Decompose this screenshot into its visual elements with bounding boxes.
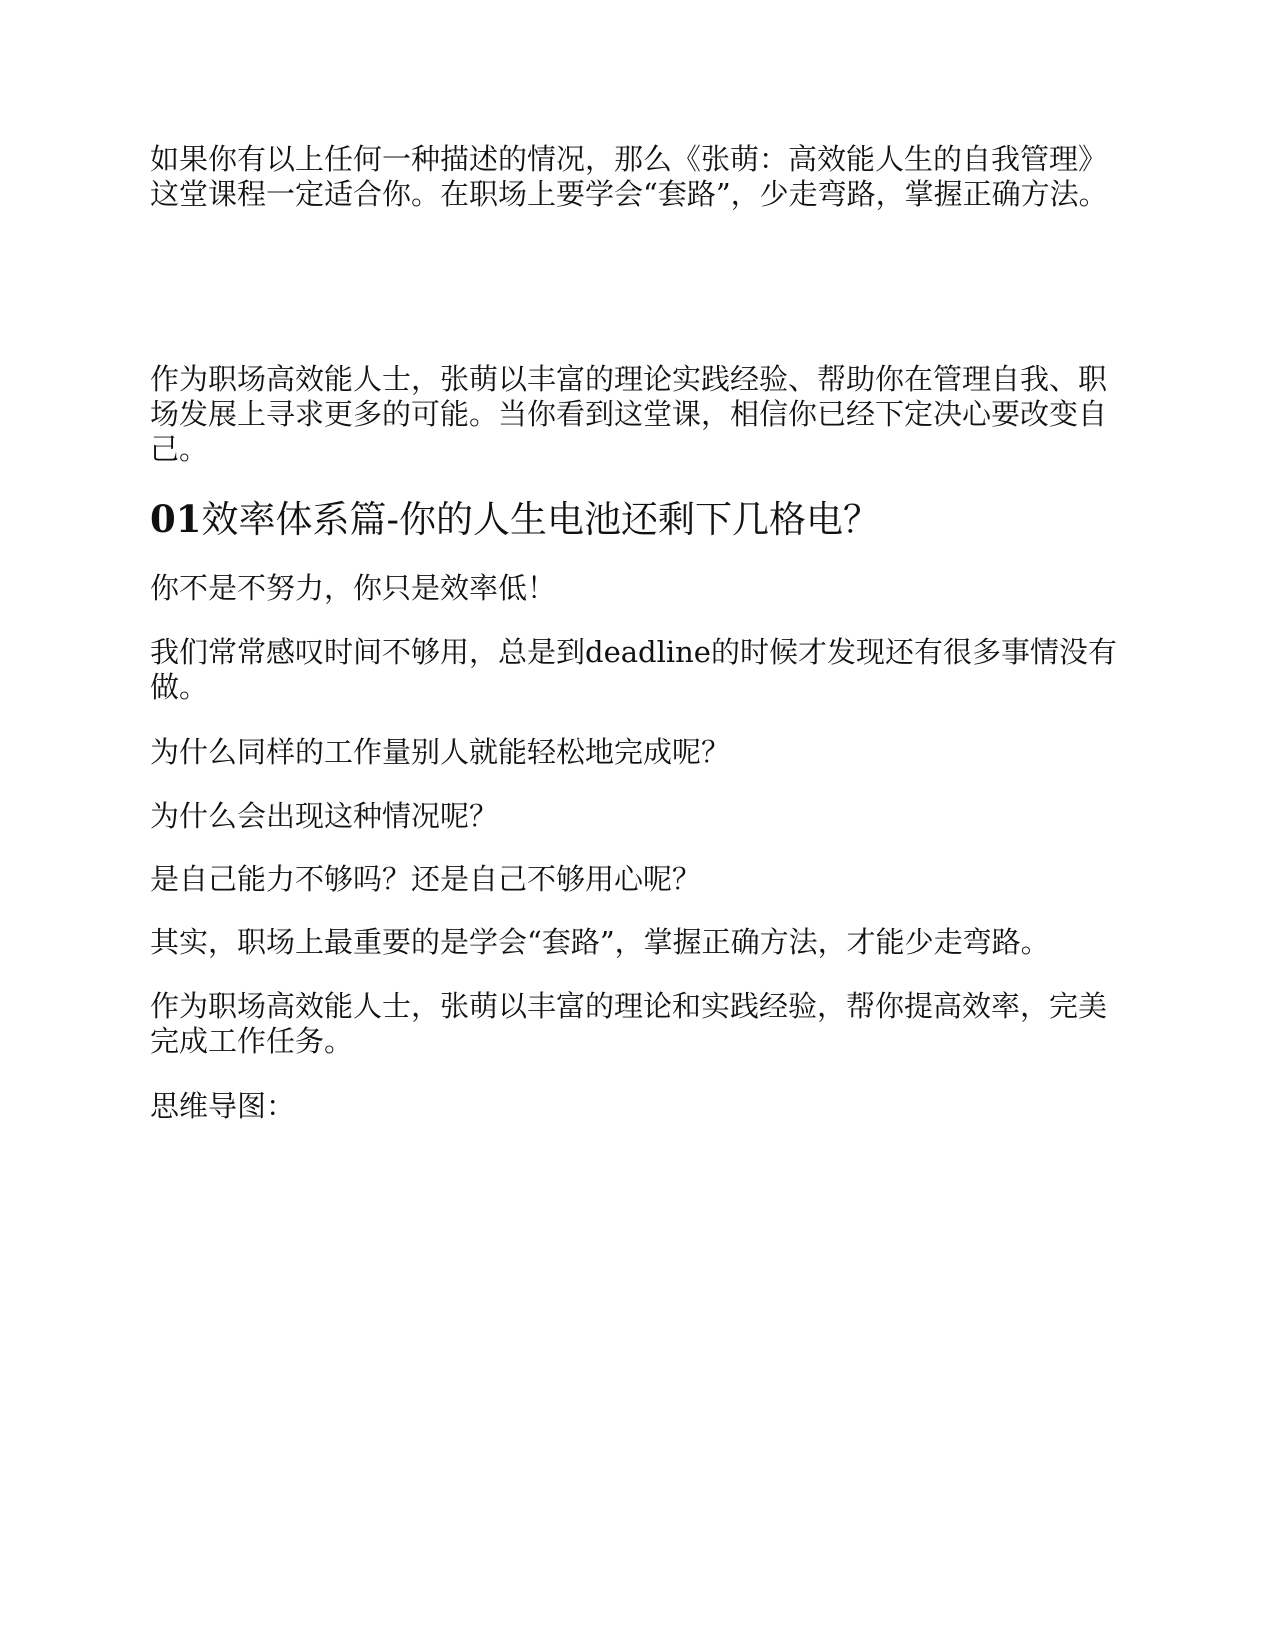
paragraph: 为什么会出现这种情况呢？	[150, 799, 499, 833]
paragraph: 我们常常感叹时间不够用，总是到deadline的时候才发现还有很多事情没有做。	[150, 635, 1117, 704]
paragraph: 思维导图：	[150, 1089, 296, 1123]
paragraph: 你不是不努力，你只是效率低！	[150, 571, 557, 605]
paragraph: 为什么同样的工作量别人就能轻松地完成呢？	[150, 735, 731, 769]
paragraph: 作为职场高效能人士，张萌以丰富的理论和实践经验，帮你提高效率，完美完成工作任务。	[150, 989, 1108, 1058]
paragraph: 其实，职场上最重要的是学会“套路”，掌握正确方法，才能少走弯路。	[150, 925, 1050, 959]
section-title: 效率体系篇-你的人生电池还剩下几格电？	[201, 498, 881, 541]
second-paragraph: 作为职场高效能人士，张萌以丰富的理论实践经验、帮助你在管理自我、职场发展上寻求更多的可能。当你看到这堂课，相信你已经下定决心要改变自己。	[150, 362, 1108, 466]
section-number: 01	[150, 497, 202, 541]
section-heading	[150, 497, 1125, 542]
paragraph: 是自己能力不够吗？还是自己不够用心呢？	[150, 862, 702, 896]
intro-paragraph: 如果你有以上任何一种描述的情况，那么《张萌：高效能人生的自我管理》这堂课程一定适合你。在职场上要学会“套路”，少走弯路，掌握正确方法。	[150, 142, 1108, 211]
